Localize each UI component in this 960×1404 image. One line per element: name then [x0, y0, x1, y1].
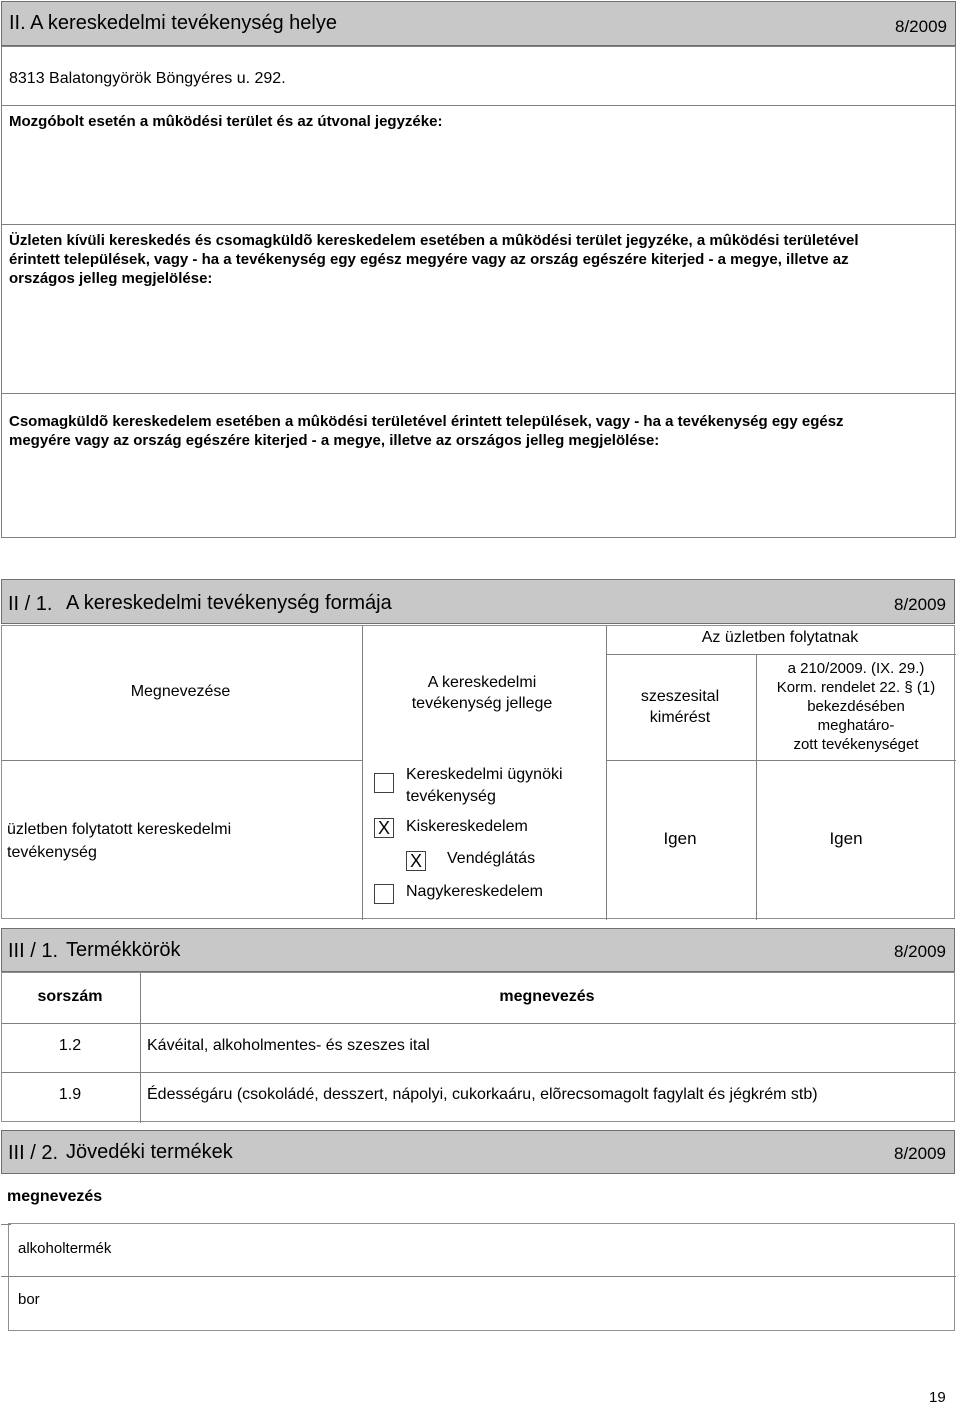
decree-value: Igen — [829, 829, 863, 848]
section-title: II. A kereskedelmi tevékenység helye — [9, 12, 337, 34]
excise-row: alkoholtermék — [18, 1240, 112, 1257]
product-row-num: 1.9 — [58, 1086, 82, 1103]
section-prefix: III / 2. — [8, 1142, 59, 1164]
option-hospitality-label: Vendéglátás — [447, 850, 536, 867]
col-name-header: Megnevezése — [130, 683, 231, 700]
outside-trade-label: Üzleten kívüli kereskedés és csomagküldõ kereskedelem esetében a mûködési terület jegyzéke, a mûködési területével érintett települések, vagy - ha a tevékenység egy egész megyére vagy az ország egészére kiterjed - a megye, illetve az országos jelleg megjelölése: — [9, 232, 859, 287]
decree-line: meghatáro- — [817, 717, 895, 734]
col-excise-header: megnevezés — [7, 1188, 103, 1205]
col-alcohol-header: szeszesital kimérést — [640, 688, 720, 726]
decree-line: Korm. rendelet 22. § (1) — [776, 679, 936, 696]
checkbox-agent[interactable] — [374, 773, 394, 793]
decree-line: a 210/2009. (IX. 29.) — [787, 660, 925, 677]
mail-order-label: Csomagküldõ kereskedelem esetében a mûködési területével érintett települések, vagy - ha a tevékenység egy egész megyére vagy az ország egészére kiterjed - a megye, illetve az országos jelleg megjelölése: — [9, 413, 844, 449]
checkbox-hospitality[interactable]: X — [406, 851, 426, 871]
option-agent-label: Kereskedelmi ügynöki tevékenység — [406, 766, 563, 805]
col-decree-header — [756, 659, 956, 754]
section-date: 8/2009 — [895, 17, 947, 36]
section-title: A kereskedelmi tevékenység formája — [66, 592, 392, 614]
section-header-form — [1, 579, 955, 624]
section-prefix: III / 1. — [8, 940, 59, 962]
section-title: Termékkörök — [66, 939, 181, 961]
excise-row: bor — [18, 1291, 40, 1308]
section-header-products — [1, 928, 955, 972]
excise-table — [8, 1223, 955, 1331]
col-num-header: sorszám — [37, 988, 103, 1005]
mobile-route-box — [1, 105, 956, 225]
col-nature-header: A kereskedelmi tevékenység jellege — [411, 674, 553, 712]
section-date: 8/2009 — [894, 942, 946, 961]
col-group-header: Az üzletben folytatnak — [701, 629, 859, 646]
col-product-header: megnevezés — [499, 988, 595, 1005]
section-date: 8/2009 — [894, 1144, 946, 1163]
option-wholesale-label: Nagykereskedelem — [406, 883, 543, 900]
section-date: 8/2009 — [894, 595, 946, 614]
mail-order-box — [1, 393, 956, 538]
alcohol-value: Igen — [663, 829, 697, 848]
product-row-num: 1.2 — [58, 1037, 82, 1054]
product-row-name: Édességáru (csokoládé, desszert, nápolyi, cukorkaáru, elõrecsomagolt fagylalt és jégkrém stb) — [147, 1086, 818, 1103]
row-name: üzletben folytatott kereskedelmi tevékenység — [7, 821, 232, 861]
address-value: 8313 Balatongyörök Böngyéres u. 292. — [9, 70, 286, 87]
section-title: Jövedéki termékek — [66, 1141, 233, 1163]
mobile-route-label: Mozgóbolt esetén a mûködési terület és az útvonal jegyzéke: — [9, 113, 443, 130]
decree-line: zott tevékenységet — [793, 736, 919, 753]
section-header-excise — [1, 1130, 955, 1174]
section-prefix: II / 1. — [8, 593, 53, 615]
checkbox-retail[interactable]: X — [374, 818, 394, 838]
checkbox-wholesale[interactable] — [374, 884, 394, 904]
decree-line: bekezdésében — [807, 698, 905, 715]
address-box — [1, 46, 956, 106]
page-number: 19 — [929, 1389, 946, 1404]
outside-trade-box — [1, 224, 956, 394]
section-header-location — [1, 1, 956, 46]
product-row-name: Kávéital, alkoholmentes- és szeszes ital — [147, 1037, 430, 1054]
option-retail-label: Kiskereskedelem — [406, 818, 528, 835]
